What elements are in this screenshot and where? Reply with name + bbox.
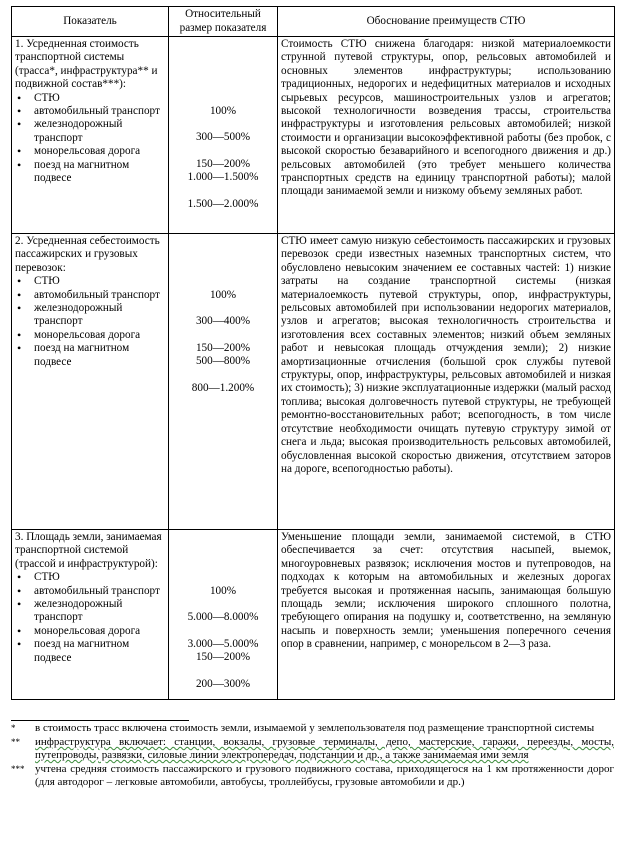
- value: 150—200%: [195, 651, 251, 664]
- indicator-cell: [12, 37, 169, 234]
- values-cell: [169, 234, 278, 530]
- list-item: • СТЮ: [15, 275, 165, 288]
- value: 150—200%: [195, 341, 251, 354]
- header-indicator: Показатель: [12, 7, 169, 37]
- value: 100%: [209, 289, 237, 301]
- values-cell: [169, 530, 278, 700]
- list-item: • монорельсовая дорога: [15, 329, 165, 342]
- value: 5.000—8.000%: [187, 611, 259, 624]
- footnote: [11, 763, 614, 789]
- justification-cell: Стоимость СТЮ снижена благодаря: низкой материалоемкости струнной путевой структуры, опор, рельсовых автомобилей и основных элементов инфраструктуры; использованию традиционных, недорогих и недефицитных материалов и исходных сырьевых ресурсов, машиностроительных узлов и агрегатов; высокой технологичности возведения трассы, строительства инфраструктуры и изготовления рельсовых автомобилей; низкой стоимости и организации высокоэффективной работы (без пробок, с высокой скоростью безаварийного и всепогодного движения и др.) рельсовых автомобилей (это требует меньшего количества транспортных средств на единицу транспортной работы); малой площади занимаемой земли и низкому объему земляных работ.: [278, 37, 615, 234]
- value: 150—200%: [195, 157, 251, 170]
- footnote-mark: *: [11, 723, 16, 733]
- list-item: • монорельсовая дорога: [15, 145, 165, 158]
- indicator-title: 3. Площадь земли, занимаемая транспортной системой (трассой и инфраструктурой):: [15, 531, 162, 570]
- list-item: • поезд на магнитном подвесе: [15, 159, 165, 186]
- header-justification: Обоснование преимуществ СТЮ: [278, 7, 615, 37]
- value: 300—500%: [195, 131, 251, 144]
- table-header-row: [12, 7, 615, 37]
- list-item: • монорельсовая дорога: [15, 625, 165, 638]
- list-item: • автомобильный транспорт: [15, 585, 165, 598]
- footnote: [11, 722, 614, 735]
- header-relative-size: Относительный размер показателя: [169, 7, 278, 37]
- list-item: • автомобильный транспорт: [15, 289, 165, 302]
- footnote-text: в стоимость трасс включена стоимость земли, изымаемой у землепользователя под размещение транспортной системы: [35, 722, 595, 734]
- value: 100%: [209, 585, 237, 597]
- list-item: • поезд на магнитном подвесе: [15, 638, 165, 665]
- footnote-text: инфраструктура включает: станции, вокзалы, грузовые терминалы, депо, мастерские, гаражи, переезды, мосты, путепроводы, развязки, силовые линии электропередач, подстанции и др., а также занимаемая ими земля: [35, 736, 614, 761]
- footnote-mark: ***: [11, 764, 25, 774]
- value: 1.500—2.000%: [187, 197, 259, 210]
- value: 200—300%: [195, 677, 251, 690]
- values-cell: [169, 37, 278, 234]
- footnote-mark: **: [11, 737, 20, 747]
- indicator-title: 2. Усредненная себестоимость пассажирских и грузовых перевозок:: [15, 235, 160, 274]
- value: 500—800%: [195, 355, 251, 368]
- indicator-cell: [12, 234, 169, 530]
- table-row: [12, 37, 615, 234]
- list-item: • железнодорожный транспорт: [15, 302, 165, 329]
- indicator-cell: [12, 530, 169, 700]
- value: 300—400%: [195, 315, 251, 328]
- value: 800—1.200%: [191, 381, 255, 394]
- footnote: [11, 736, 614, 762]
- document-page: [11, 6, 614, 700]
- footnotes: [11, 722, 614, 790]
- transport-list: [15, 92, 165, 186]
- footnote-separator: [11, 720, 189, 721]
- list-item: • поезд на магнитном подвесе: [15, 342, 165, 369]
- list-item: • железнодорожный транспорт: [15, 118, 165, 145]
- indicator-title: 1. Усредненная стоимость транспортной системы (трасса*, инфраструктура** и подвижной состав***):: [15, 38, 158, 91]
- value: 3.000—5.000%: [187, 637, 259, 650]
- transport-list: [15, 275, 165, 369]
- list-item: • СТЮ: [15, 92, 165, 105]
- table-row: [12, 234, 615, 530]
- list-item: • СТЮ: [15, 571, 165, 584]
- table-row: [12, 530, 615, 700]
- justification-cell: Уменьшение площади земли, занимаемой системой, в СТЮ обеспечивается за счет: отсутствия насыпей, выемок, многоуровневых развязок; исключения мостов и путепроводов, на подходах к которым на автомобильных и железных дорогах требуется высокая и протяженная насыпь, занимающая большую площадь земли; исключения широкого сплошного полотна, требующего опирания на подушку и, соответственно, на земляную насыпь и поверхность земли; уменьшения поперечного сечения опор в сравнении, например, с монорельсом в 2—3 раза.: [278, 530, 615, 700]
- footnote-text: учтена средняя стоимость пассажирского и грузового подвижного состава, приходящегося на 1 км протяженности дорог (для автодорог – легковые автомобили, автобусы, троллейбусы, грузовые автомобили и др.): [35, 763, 614, 788]
- value: 100%: [209, 105, 237, 117]
- list-item: • железнодорожный транспорт: [15, 598, 165, 625]
- comparison-table: [11, 6, 615, 700]
- list-item: • автомобильный транспорт: [15, 105, 165, 118]
- value: 1.000—1.500%: [187, 171, 259, 184]
- transport-list: [15, 571, 165, 665]
- justification-cell: СТЮ имеет самую низкую себестоимость пассажирских и грузовых перевозок среди известных наземных транспортных систем, что обусловлено невысоким значением ее составных частей: 1) низкие затраты на создание транспортной системы (низкая материалоемкость путевой структуры, опор, инфраструктуры, рельсовых автомобилей при использовании недорогих материалов, узлов и агрегатов; высокая технологичность строительства и изготовления всех составных элементов; низкий объем земляных работ и невысокая площадь отчуждения земли); 2) низкие амортизационные отчисления (большой срок службы путевой структуры, опор, инфраструктуры, рельсовых автомобилей и низкая их стоимость); 3) низкие эксплуатационные издержки (малый расход топлива; высокая долговечность путевой структуры, не требующей ремонтно-восстановительных работ; всепогодность, в том числе отсутствие необходимости очищать путевую структуру зимой от снега и льда; высокая производительность рельсовых автомобилей, обусловленная высокой скоростью движения, отсутствием заторов на дороге, всепогодностью работы).: [278, 234, 615, 530]
